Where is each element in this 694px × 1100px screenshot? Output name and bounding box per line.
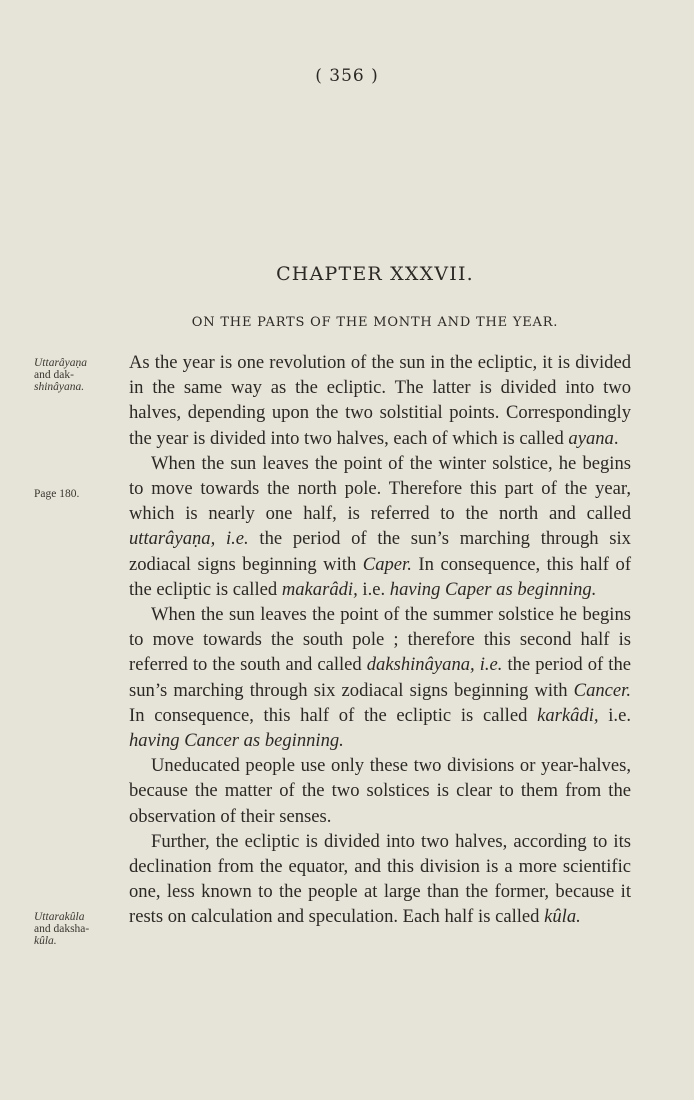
side-note-line: Uttarâyaṇa (34, 357, 88, 369)
side-note-line: and dak- (34, 369, 74, 381)
chapter-title: CHAPTER XXXVII. (276, 263, 474, 285)
side-note-line: and daksha- (34, 923, 90, 935)
paragraph-1: As the year is one revolution of the sun in the ecliptic, it is divided in the same way as the ecliptic. The latter is divided into two halves, depending upon the two solstitial points. Correspondingly the year is divided into two halves, each of which is called ayana. (129, 352, 631, 449)
side-note-uttarayana (34, 357, 126, 393)
side-note-uttarakula (34, 911, 126, 947)
chapter-subtitle: ON THE PARTS OF THE MONTH AND THE YEAR. (191, 315, 559, 330)
side-note-line: shinâyana. (34, 381, 85, 393)
paragraph-5: Further, the ecliptic is divided into two halves, according to its declination from the equator, and this division is a more scientific one, less known to the people at large than the former, because it rests on calculation and speculation. Each half is called kûla. (129, 830, 631, 928)
paragraph-3: When the sun leaves the point of the summer solstice he begins to move towards the south pole ; therefore this second half is referred to the south and called dakshinâyana, i.e. the period of the sun’s marching through six zodiacal signs beginning with Cancer. In consequence, this half of the ecliptic is called karkâdi, i.e. having Cancer as beginning. (129, 604, 632, 752)
body-text (129, 350, 631, 930)
paragraph-2: When the sun leaves the point of the winter solstice, he begins to move towards the north pole. Therefore this part of the year, which is nearly one half, is referred to the north and called uttarâyaṇa, i.e. the period of the sun’s marching through six zodiacal signs beginning with Caper. In consequence, this half of the ecliptic is called makarâdi, i.e. having Caper as beginning. (129, 452, 632, 600)
side-note-page-ref: Page 180. (34, 488, 80, 500)
page-number: ( 356 ) (315, 66, 379, 86)
side-note-line: kûla. (34, 935, 57, 947)
paragraph-4: Uneducated people use only these two divisions or year-halves, because the matter of the two solstices is clear to them from the observation of their senses. (129, 755, 631, 827)
side-note-line: Uttarakûla (34, 911, 85, 923)
